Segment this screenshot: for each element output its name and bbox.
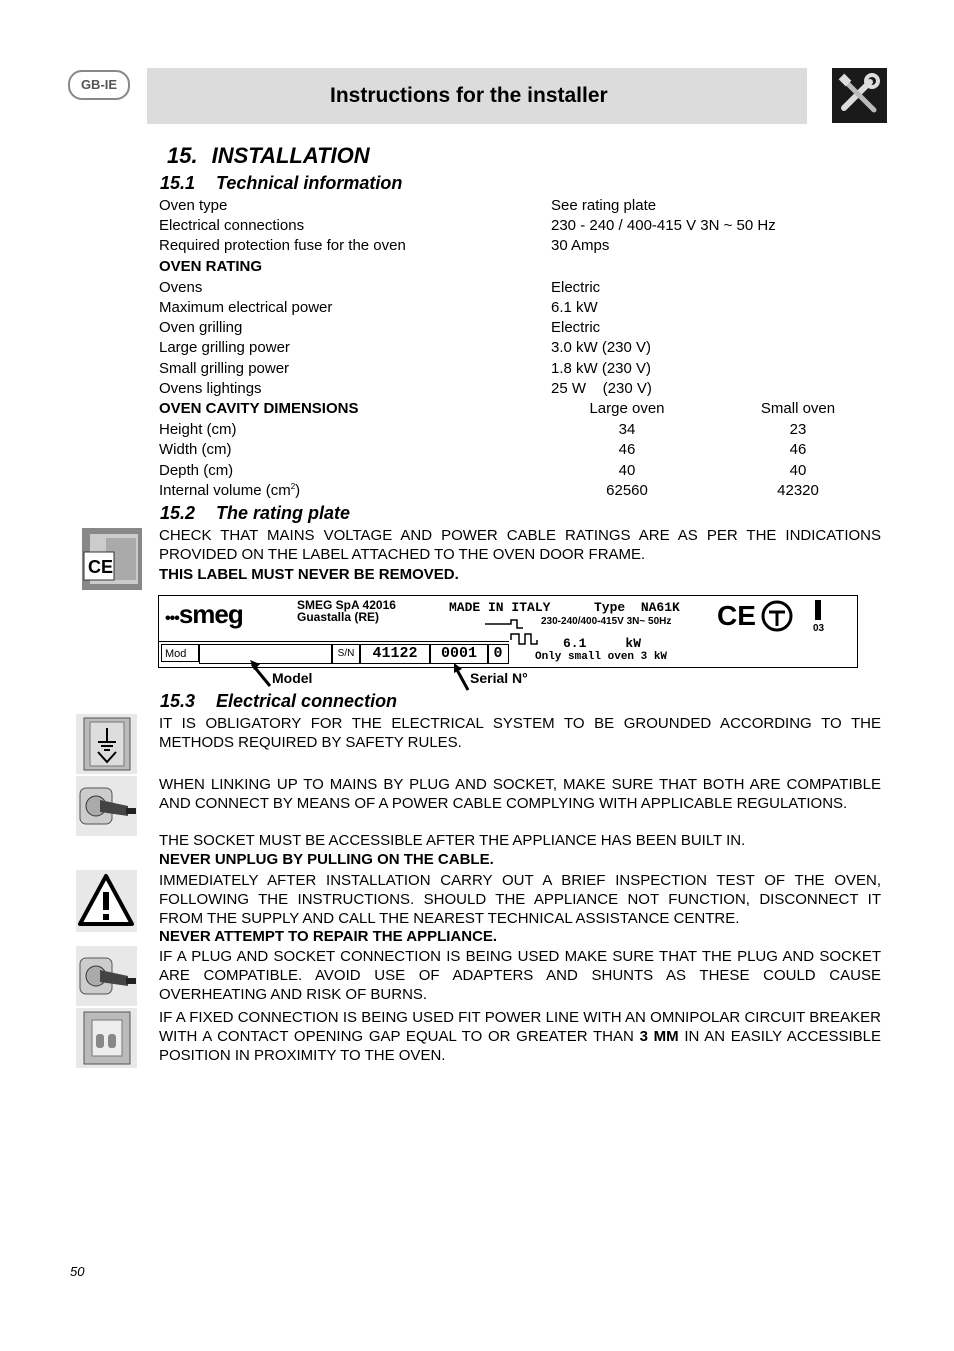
- table-row: Large grilling power 3.0 kW (230 V): [159, 339, 652, 356]
- table-row: Width (cm) 46 46: [159, 441, 807, 458]
- subsection-rating-plate-heading: 15.2 The rating plate: [160, 503, 351, 523]
- tools-icon: [832, 68, 887, 123]
- svg-text:03: 03: [813, 623, 825, 634]
- unplug-warning: NEVER UNPLUG BY PULLING ON THE CABLE.: [159, 851, 494, 868]
- warning-triangle-icon: [76, 870, 137, 932]
- region-badge: GB-IE: [68, 70, 130, 100]
- rating-plate-warning: THIS LABEL MUST NEVER BE REMOVED.: [159, 566, 459, 583]
- plug-socket-icon: [76, 776, 137, 836]
- svg-text:CE: CE: [88, 557, 114, 577]
- model-label: Model: [272, 670, 313, 686]
- ce-mark: CE: [717, 600, 756, 631]
- oven-rating-heading: OVEN RATING: [159, 258, 263, 275]
- ground-icon: [76, 714, 137, 774]
- rating-plate-text: CHECK THAT MAINS VOLTAGE AND POWER CABLE RATINGS ARE AS PER THE INDICATIONS PROVIDED ON THE LABEL ATTACHED TO THE OVEN DOOR FRAME.: [159, 527, 881, 563]
- serial-label: Serial N°: [470, 670, 528, 686]
- section-heading: 15. INSTALLATION: [167, 143, 370, 168]
- ce-plate-icon: [76, 524, 137, 592]
- grounding-text: IT IS OBLIGATORY FOR THE ELECTRICAL SYSTEM TO BE GROUNDED ACCORDING TO THE METHODS REQUIRED BY SAFETY RULES.: [159, 715, 881, 751]
- brand-logo: •••smeg: [165, 599, 243, 629]
- table-row: Ovens Electric: [159, 279, 601, 296]
- page-number: 50: [70, 1264, 85, 1279]
- table-row: Small grilling power 1.8 kW (230 V): [159, 360, 652, 377]
- socket-access-text: THE SOCKET MUST BE ACCESSIBLE AFTER THE APPLIANCE HAS BEEN BUILT IN.: [159, 832, 746, 849]
- inspection-text: IMMEDIATELY AFTER INSTALLATION CARRY OUT A BRIEF INSPECTION TEST OF THE OVEN, FOLLOWING THE INSTRUCTIONS. SHOULD THE APPLIANCE NOT FUNCTION, DISCONNECT IT FROM THE SUPPLY AND CALL THE NEAREST TECHNICAL ASSISTANCE CENTRE.: [159, 872, 881, 927]
- circuit-breaker-icon: [76, 1008, 137, 1068]
- fixed-connection-text: IF A FIXED CONNECTION IS BEING USED FIT POWER LINE WITH AN OMNIPOLAR CIRCUIT BREAKER WITH A CONTACT OPENING GAP EQUAL TO OR GREATER THAN 3 MM IN AN EASILY ACCESSIBLE POSITION IN PROXIMITY TO THE OVEN.: [159, 1009, 881, 1064]
- subsection-technical-heading: 15.1 Technical information: [160, 173, 403, 193]
- page-title: Instructions for the installer: [330, 84, 608, 107]
- table-row: Ovens lightings 25 W (230 V): [159, 380, 652, 397]
- rating-plate-label: •••smeg SMEG SpA 42016 Guastalla (RE) MADE IN ITALY Type NA61K 230-240/400-415V 3N~ 50Hz 6.1 kW Only small oven 3 kW CE 03 Mod S/N 41122 0001 0: [158, 595, 858, 668]
- subsection-electrical-heading: 15.3 Electrical connection: [160, 691, 398, 711]
- serial-arrow-icon: [450, 662, 472, 692]
- certification-icon: [759, 600, 799, 632]
- table-row: Height (cm) 34 23: [159, 421, 807, 438]
- repair-warning: NEVER ATTEMPT TO REPAIR THE APPLIANCE.: [159, 928, 498, 945]
- table-row: Electrical connections 230 - 240 / 400-415 V 3N ~ 50 Hz: [159, 217, 776, 234]
- plug-socket-icon-2: [76, 946, 137, 1006]
- table-row: Maximum electrical power 6.1 kW: [159, 299, 598, 316]
- table-row: Oven grilling Electric: [159, 319, 601, 336]
- table-row: Internal volume $(cm^2)$ 62560 42320: [159, 482, 819, 499]
- cavity-header-row: OVEN CAVITY DIMENSIONS Large oven Small oven: [159, 400, 836, 417]
- table-row: Oven type See rating plate: [159, 197, 657, 214]
- plug-socket-text: WHEN LINKING UP TO MAINS BY PLUG AND SOCKET, MAKE SURE THAT BOTH ARE COMPATIBLE AND CONNECT BY MEANS OF A POWER CABLE COMPLYING WITH APPLICABLE REGULATIONS.: [159, 776, 881, 812]
- table-row: Required protection fuse for the oven 30 Amps: [159, 237, 610, 254]
- adapter-warning-text: IF A PLUG AND SOCKET CONNECTION IS BEING USED MAKE SURE THAT THE PLUG AND SOCKET ARE COMPATIBLE. AVOID USE OF ADAPTERS AND SHUNTS AS THESE COULD CAUSE OVERHEATING AND RISK OF BURNS.: [159, 948, 881, 1003]
- approval-mark-icon: [811, 598, 831, 634]
- table-row: Depth (cm) 40 40: [159, 462, 807, 479]
